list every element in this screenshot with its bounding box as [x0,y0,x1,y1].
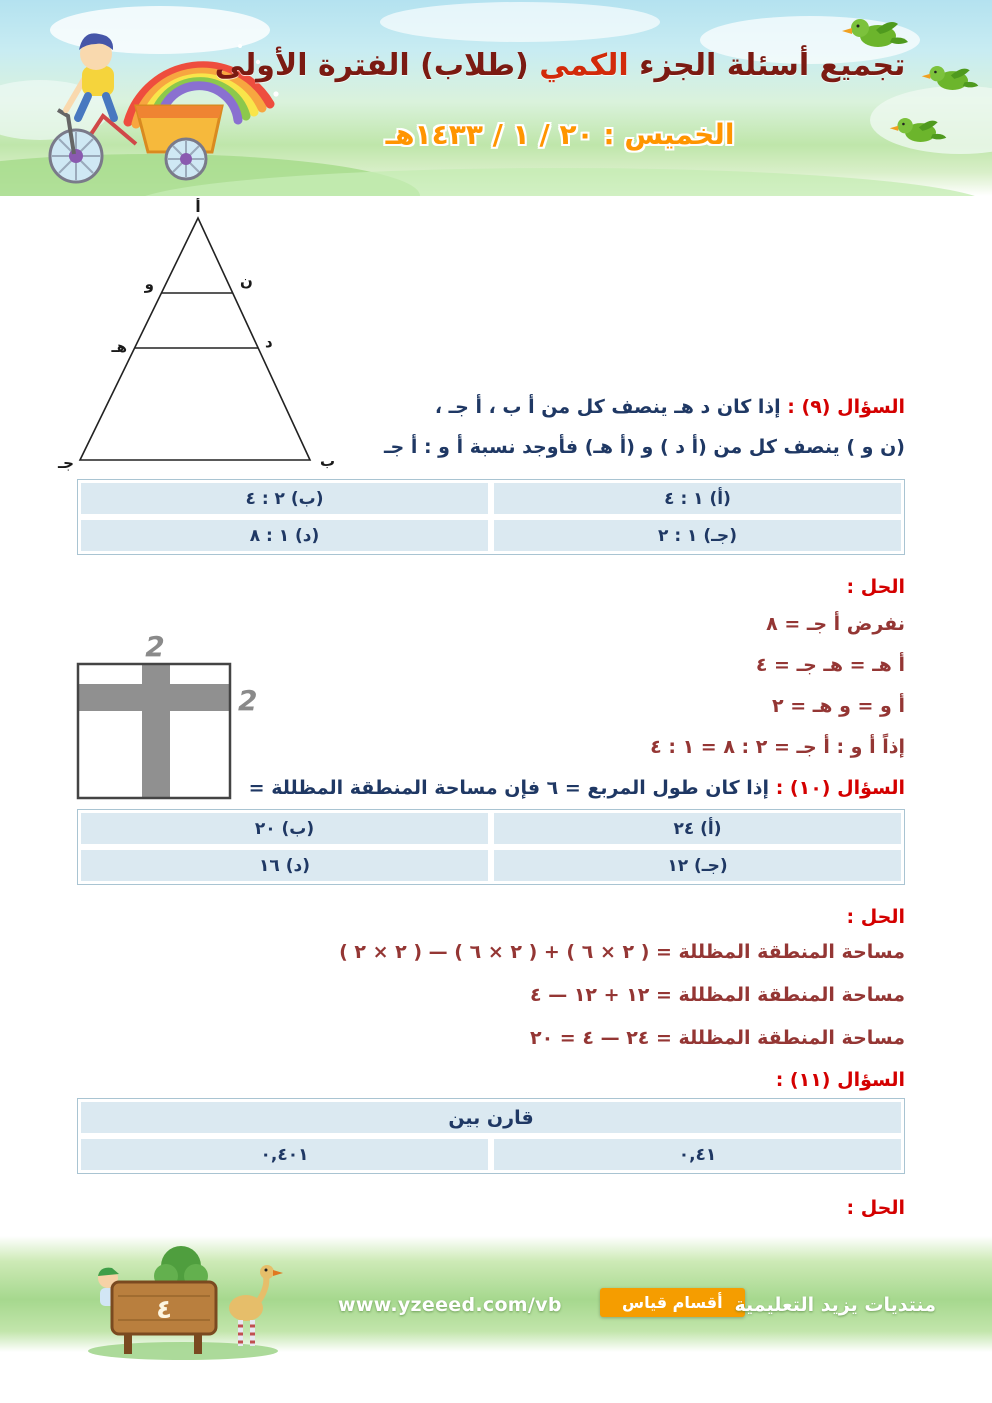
q10-solution-line-3: مساحة المنطقة المظللة = ٢٤ — ٤ = ٢٠ [529,1027,905,1049]
question-11-label-line [776,1069,905,1091]
q11-table-header: قارن بين [78,1099,904,1136]
q11-value-right: ٠,٤١ [491,1136,904,1173]
solution-label: الحل : [846,1197,905,1219]
square-side-width-label: 2 [238,684,258,717]
bird-icon [888,108,948,152]
question-9-line-2 [384,436,905,458]
question-9-text-1: إذا كان د هـ ينصف كل من أ ب ، أ جـ ، [434,396,781,418]
solution-label: الحل : [846,906,905,928]
q10-option-d: (د) ١٦ [78,847,491,884]
q9-option-a: (أ) ١ : ٤ [491,480,904,517]
footer-site-name: منتديات يزيد التعليمية [734,1294,936,1316]
triangle-label-lower-right: د [265,333,273,351]
triangle-diagram [48,198,348,478]
q11-value-left: ٠,٤٠١ [78,1136,491,1173]
page-header [0,0,992,196]
question-9-text-2: (ن و ) ينصف كل من (أ د ) و (أ هـ) فأوجد نسبة أ و : أ جـ [384,436,905,458]
triangle-label-upper-left: و [144,275,154,293]
q10-solution-label [846,906,905,928]
square-top-width-label: 2 [145,632,165,663]
q11-compare-table [77,1098,905,1174]
triangle-label-apex: أ [195,198,201,216]
q9-option-d: (د) ١ : ٨ [78,517,491,554]
page-title [190,48,930,83]
footer-site-url[interactable]: www.yzeeed.com/vb [338,1294,562,1316]
q9-solution-line-1: نفرض أ جـ = ٨ [766,613,905,635]
q10-options-table [77,809,905,885]
q10-option-c: (جـ) ١٢ [491,847,904,884]
q9-solution-line-4: إذاً أ و : أ جـ = ٢ : ٨ = ١ : ٤ [650,736,905,758]
title-part-students: (طلاب) [409,48,540,83]
q11-solution-label [846,1197,905,1219]
question-10-line [249,777,905,799]
q10-solution-line-2: مساحة المنطقة المظللة = ١٢ + ١٢ — ٤ [529,984,905,1006]
q9-options-table [77,479,905,555]
page-footer [0,1236,992,1352]
triangle-label-lower-left: هـ [111,338,127,356]
question-9-line-1 [435,396,905,418]
title-part-1: تجميع أسئلة الجزء [628,48,906,83]
q9-option-b: (ب) ٢ : ٤ [78,480,491,517]
q9-option-c: (جـ) ١ : ٢ [491,517,904,554]
title-part-quantitative: الكمي [539,48,629,83]
q10-option-a: (أ) ٢٤ [491,810,904,847]
triangle-label-upper-right: ن [240,272,253,290]
q9-solution-line-3: أ و = و هـ = ٢ [772,695,905,717]
q10-solution-line-1: مساحة المنطقة المظللة = ( ٢ × ٦ ) + ( ٢ × ٦ ) — ( ٢ × ٢ ) [339,941,905,963]
q9-solution-label [846,576,905,598]
sign-number: ٤ [156,1295,172,1325]
rainbow-bicycle-illustration [8,4,288,194]
solution-label: الحل : [846,576,905,598]
q9-solution-line-2: أ هـ = هـ جـ = ٤ [755,654,905,676]
shaded-square-diagram [66,632,266,812]
question-9-label: السؤال (٩) : [787,396,905,418]
footer-sign-illustration [78,1236,288,1361]
header-date: الخميس : ٢٠ / ١ / ١٤٣٣هـ [385,118,735,151]
question-11-label: السؤال (١١) : [775,1069,905,1091]
question-10-label: السؤال (١٠) : [775,777,905,799]
qiyas-sections-badge[interactable]: أقسام قياس [600,1288,745,1317]
triangle-label-base-left: جـ [58,454,74,472]
q10-option-b: (ب) ٢٠ [78,810,491,847]
title-part-period: الفترة الأولى [214,48,410,83]
question-10-text: إذا كان طول المربع = ٦ فإن مساحة المنطقة المظللة = [248,777,770,799]
triangle-label-base-right: ب [320,452,336,470]
